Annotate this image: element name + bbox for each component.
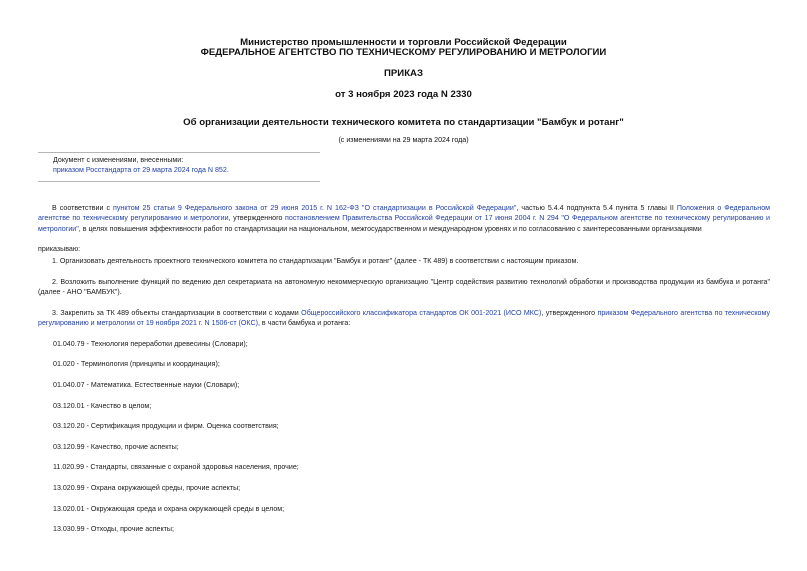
preamble-paragraph (38, 203, 770, 234)
note-bottom-divider (38, 181, 320, 182)
preamble-text: , частью 5.4.4 подпункта 5.4 пункта 5 главы II (516, 204, 677, 212)
code-item: 11.020.99 - Стандарты, связанные с охраной здоровья населения, прочие; (53, 463, 299, 471)
code-item: 01.020 - Терминология (принципы и координация); (53, 360, 220, 368)
code-item: 13.030.99 - Отходы, прочие аспекты; (53, 525, 174, 533)
preamble-text: , в целях повышения эффективности работ по стандартизации на национальном, межгосударственном и международном уровнях и по согласованию с заинтересованными организациями (78, 224, 702, 233)
code-item: 13.020.99 - Охрана окружающей среды, прочие аспекты; (53, 484, 241, 492)
code-item: 03.120.20 - Сертификация продукции и фирм. Оценка соответствия; (53, 422, 279, 430)
agency-heading: ФЕДЕРАЛЬНОЕ АГЕНТСТВО ПО ТЕХНИЧЕСКОМУ РЕГУЛИРОВАНИЮ И МЕТРОЛОГИИ (200, 47, 607, 58)
code-item: 01.040.79 - Технология переработки древесины (Словари); (53, 340, 248, 348)
note-top-divider (38, 152, 320, 153)
item-3-text: , в части бамбука и ротанга: (257, 319, 351, 328)
classifier-link[interactable]: Общероссийского классификатора стандартов ОК 001-2021 (ИСО МКС) (301, 309, 542, 317)
agency-regulation-link[interactable]: Положения о Федеральном агентстве по техническому регулированию и метрологии (38, 204, 771, 223)
item-2: 2. Возложить выполнение функций по ведению дел секретариата на автономную некоммерческую организацию "Центр содействия развитию технологий обработки и производства продукции из бамбука и ротанга" (далее - АНО "БАМБУК"). (38, 278, 770, 297)
item-3-text: 3. Закрепить за ТК 489 объекты стандартизации в соответствии с кодами (52, 309, 302, 317)
code-item: 03.120.01 - Качество в целом; (53, 402, 152, 410)
amendment-note: (с изменениями на 29 марта 2024 года) (338, 136, 469, 144)
classifier-order-link[interactable]: приказом Федерального агентства по техническому регулированию и метрологии от 19 ноября 2021 г. N 1506-ст (ОКС) (38, 309, 771, 328)
doc-type-heading: ПРИКАЗ (384, 68, 423, 79)
order-word: приказываю: (38, 245, 81, 253)
ministry-heading: Министерство промышленности и торговли Российской Федерации (240, 37, 567, 48)
federal-law-link[interactable]: пунктом 25 статьи 9 Федерального закона от 29 июня 2015 г. N 162-ФЗ "О стандартизации в Российской Федерации" (113, 204, 517, 212)
preamble-text: В соответствии с (52, 204, 114, 212)
date-number-heading: от 3 ноября 2023 года N 2330 (335, 89, 472, 100)
code-item: 01.040.07 - Математика. Естественные науки (Словари); (53, 381, 240, 389)
code-item: 13.020.01 - Окружающая среда и охрана окружающей среды в целом; (53, 505, 285, 513)
item-1: 1. Организовать деятельность проектного технического комитета по стандартизации "Бамбук и ротанг" (далее - ТК 489) в соответствии с настоящим приказом. (52, 257, 579, 265)
preamble-text: , утвержденного (228, 214, 286, 223)
item-3-text: , утвержденного (541, 309, 598, 317)
document-title: Об организации деятельности технического комитета по стандартизации "Бамбук и ротанг" (183, 117, 624, 128)
item-3 (38, 308, 770, 329)
government-resolution-link[interactable]: постановлением Правительства Российской Федерации от 17 июня 2004 г. N 294 "О Федеральном агентстве по техническому регулированию и метрологии" (38, 214, 770, 233)
note-label: Документ с изменениями, внесенными: (53, 156, 184, 164)
code-item: 03.120.99 - Качество, прочие аспекты; (53, 443, 179, 451)
note-amendment-link[interactable]: приказом Росстандарта от 29 марта 2024 года N 852. (53, 166, 229, 174)
